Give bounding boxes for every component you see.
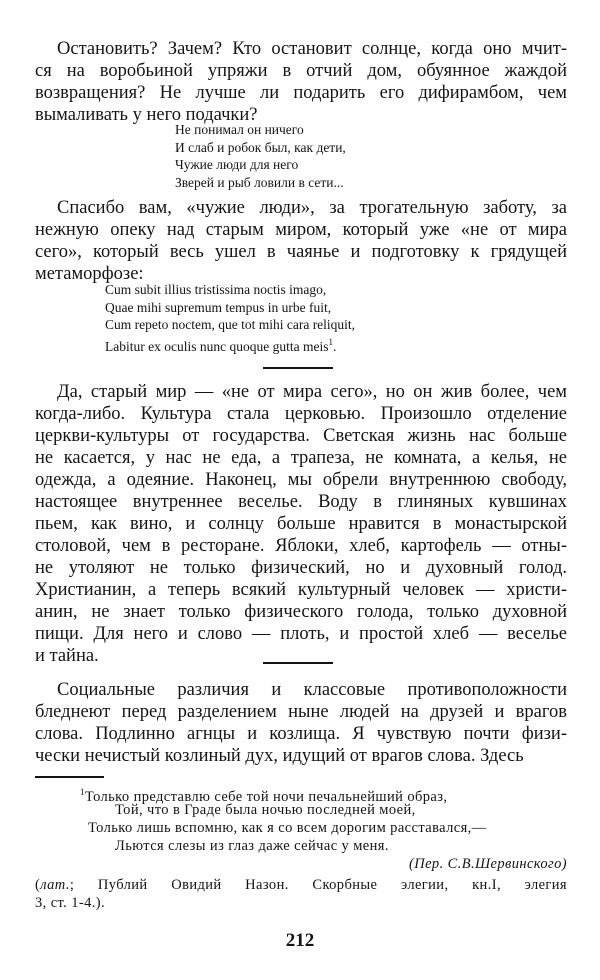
paragraph-1 <box>35 38 567 126</box>
footnote-line: Льются слезы из глаз даже сейчас у меня. <box>115 838 389 854</box>
poem-line-text: Cum repeto noctem, que tot mihi cara reliquit, <box>105 317 356 333</box>
poem-line-text: И слаб и робок был, как дети, <box>175 139 346 155</box>
text-line: Социальные различия и классовые противоположности <box>57 680 567 700</box>
paragraph-3 <box>35 381 567 667</box>
text-line: слова. Подлинно агнцы и козлища. Я чувствую почти физи- <box>35 724 567 744</box>
text-line: Да, старый мир — «не от мира сего», но он жив более, чем <box>57 382 567 402</box>
section-divider <box>263 662 333 664</box>
text-line: возвращения? Не лучше ли подарить его дифирамбом, чем <box>35 83 567 103</box>
text-line: не утоляют не только физический, но и духовный голод. <box>35 558 567 578</box>
footnote-source <box>35 876 567 894</box>
poem-line-text: Labitur ex oculis nunc quoque gutta meis <box>105 338 329 354</box>
footnote-mark: 1 <box>80 787 85 797</box>
poem-latin <box>105 281 355 355</box>
page-number: 212 <box>285 930 315 951</box>
text-line: настоящее внутреннее веселье. Воду в глиняных кувшинах <box>35 492 567 512</box>
text-line: вымаливать у него подачки? <box>35 105 258 125</box>
poem-line-text: Чужие люди для него <box>175 157 299 173</box>
footnote-reference[interactable]: 1 <box>328 336 333 347</box>
poem-line-text: Зверей и рыб ловили в сети... <box>175 174 344 190</box>
poem-line: Labitur ex oculis nunc quoque gutta meis$^1$. <box>105 336 337 354</box>
poem-latin-lines <box>105 281 355 355</box>
footnote <box>35 783 567 912</box>
text-line: Спасибо вам, «чужие люди», за трогательную заботу, за <box>57 198 567 218</box>
poem-line <box>105 281 355 299</box>
text-line: и тайна. <box>35 646 99 666</box>
text-line: анин, не знает только физического голода, только духовной <box>35 602 567 622</box>
text-line: церкви-культуры от государства. Светская жизнь нас больше <box>35 426 567 446</box>
text-line: нежную опеку над старым миром, который уже «не от мира <box>35 220 567 240</box>
poem-line-text: Не понимал он ничего <box>175 122 304 137</box>
text-line: столовой, чем в ресторане. Яблоки, хлеб, картофель — отны- <box>35 536 567 556</box>
source-language: лат. <box>40 877 70 893</box>
text-line: не касается, у нас не еда, а трапеза, не комната, а келья, не <box>35 448 567 468</box>
text-line: пьем, как вино, и солнцу больше нравится в монастырской <box>35 514 567 534</box>
text-line: Остановить? Зачем? Кто остановит солнце, когда оно мчит- <box>57 39 567 59</box>
poem-line <box>105 299 355 317</box>
text-line: бледнеют перед разделением ныне людей на друзей и врагов <box>35 702 567 722</box>
poem-line <box>175 121 346 139</box>
translator-credit: (Пер. С.В.Шервинского) <box>408 856 567 872</box>
text-line: одежда, а одеяние. Наконец, мы обрели внутреннюю свободу, <box>35 470 567 490</box>
poem-line-text: Quae mihi supremum tempus in urbe fuit, <box>105 299 332 315</box>
text-line: метаморфозе: <box>35 264 144 284</box>
poem-line <box>175 156 346 174</box>
poem-line <box>175 174 346 192</box>
poem-russian <box>175 121 346 191</box>
footnote-divider <box>35 776 104 778</box>
poem-line <box>175 139 346 157</box>
footnote-line <box>35 783 567 805</box>
section-divider <box>263 367 333 369</box>
poem-line-text: Cum subit illius tristissima noctis imago, <box>105 282 327 297</box>
text-line: сего», который весь ушел в чаянье и подготовку к грядущей <box>35 242 567 262</box>
text-line: ся на воробьиной упряжи в отчий дом, обуянное жаждой <box>35 61 567 81</box>
text-line: Христианин, а теперь всякий культурный человек — христи- <box>35 580 567 600</box>
paren: ( <box>35 877 41 893</box>
text-line: пищи. Для него и слово — плоть, и простой хлеб — веселье <box>35 624 567 644</box>
poem-line <box>105 316 355 334</box>
text-line: когда-либо. Культура стала церковью. Произошло отделение <box>35 404 567 424</box>
paragraph-2 <box>35 197 567 285</box>
text-line: чески нечистый козлиный дух, идущий от врагов слова. Здесь <box>35 746 524 766</box>
source-text: ; Публий Овидий Назон. Скорбные элегии, кн.I, элегия <box>69 877 567 893</box>
footnote-line: Той, что в Граде была ночью последней моей, <box>115 802 416 818</box>
footnote-line: Только лишь вспомню, как я со всем дорогим расставался,— <box>88 820 487 836</box>
footnote-source-cont: 3, ст. 1-4.). <box>35 895 106 911</box>
footnote-text: Только представлю себе той ночи печальнейший образ, <box>84 789 448 805</box>
paragraph-4 <box>35 679 567 767</box>
